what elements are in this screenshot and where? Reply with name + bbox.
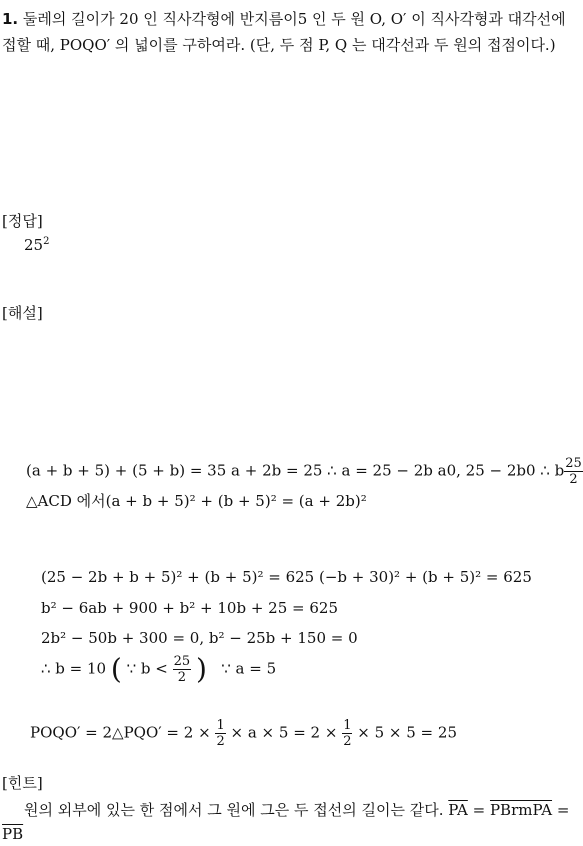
fraction-25-over-2 (564, 456, 583, 487)
fraction-numerator: 25 (565, 456, 582, 471)
answer-value (24, 236, 49, 254)
fraction-denominator: 2 (177, 670, 187, 685)
explanation-line-1-text: (a + b + 5) + (5 + b) = 35 a + 2b = 25 ∴ a = 25 − 2b a0, 25 − 2b0 ∴ b (26, 461, 565, 480)
hint-text: 원의 외부에 있는 한 점에서 그 원에 그은 두 접선의 길이는 같다. (24, 801, 444, 819)
question-text: 둘레의 길이가 20 인 직사각형에 반지름이5 인 두 원 O, O′ 이 직사각형과 대각선에 접할 때, POQO′ 의 넓이를 구하여라. (단, 두 점 P, Q 는 대각선과 두 원의 접점이다.) (2, 10, 566, 54)
right-paren: ) (195, 652, 207, 686)
fraction-denominator: 2 (343, 734, 352, 749)
hint-text-block (2, 798, 572, 846)
fraction-numerator: 1 (343, 718, 352, 733)
segment-pb: $\overline{PB}$ (2, 825, 24, 843)
fraction-denominator: 2 (216, 734, 225, 749)
explanation-label: [해설] (2, 304, 43, 322)
explanation-line-7 (30, 718, 457, 749)
fraction-25-over-2 (173, 654, 192, 685)
explanation-line-7-b: × a × 5 = 2 × (230, 723, 338, 742)
explanation-line-6-c: ∵ a = 5 (221, 659, 277, 678)
fraction-denominator: 2 (569, 472, 578, 487)
explanation-line-2: △ACD 에서(a + b + 5)² + (b + 5)² = (a + 2b)² (26, 492, 367, 510)
answer-label: [정답] (2, 212, 43, 230)
explanation-line-7-a: POQO′ = 2△PQO′ = 2 × (30, 723, 211, 742)
explanation-line-4: b² − 6ab + 900 + b² + 10b + 25 = 625 (41, 599, 338, 617)
explanation-line-6 (41, 654, 276, 685)
equals-sign: = (556, 801, 570, 819)
fraction-numerator: 1 (216, 718, 225, 733)
explanation-line-7-c: × 5 × 5 = 25 (357, 723, 457, 742)
explanation-line-1 (26, 456, 583, 487)
explanation-line-6-a: ∴ b = 10 (41, 659, 107, 678)
answer-exponent: 2 (43, 236, 50, 247)
answer-base: 25 (24, 236, 44, 254)
explanation-line-3: (25 − 2b + b + 5)² + (b + 5)² = 625 (−b + 30)² + (b + 5)² = 625 (41, 568, 532, 586)
fraction-numerator: 25 (173, 654, 191, 669)
fraction-1-over-2 (215, 718, 225, 749)
explanation-line-6-b: ∵ b < (126, 659, 168, 678)
segment-pa: $\overline{PA}$ (448, 801, 468, 819)
equals-sign: = (472, 801, 486, 819)
fraction-1-over-2 (342, 718, 352, 749)
segment-pbrmpa: PBrmPA (489, 801, 553, 819)
hint-label: [힌트] (2, 774, 43, 792)
question-number: 1. (2, 10, 19, 28)
explanation-line-5: 2b² − 50b + 300 = 0, b² − 25b + 150 = 0 (41, 629, 358, 647)
question-text-block (2, 6, 572, 58)
left-paren: ( (110, 652, 122, 686)
